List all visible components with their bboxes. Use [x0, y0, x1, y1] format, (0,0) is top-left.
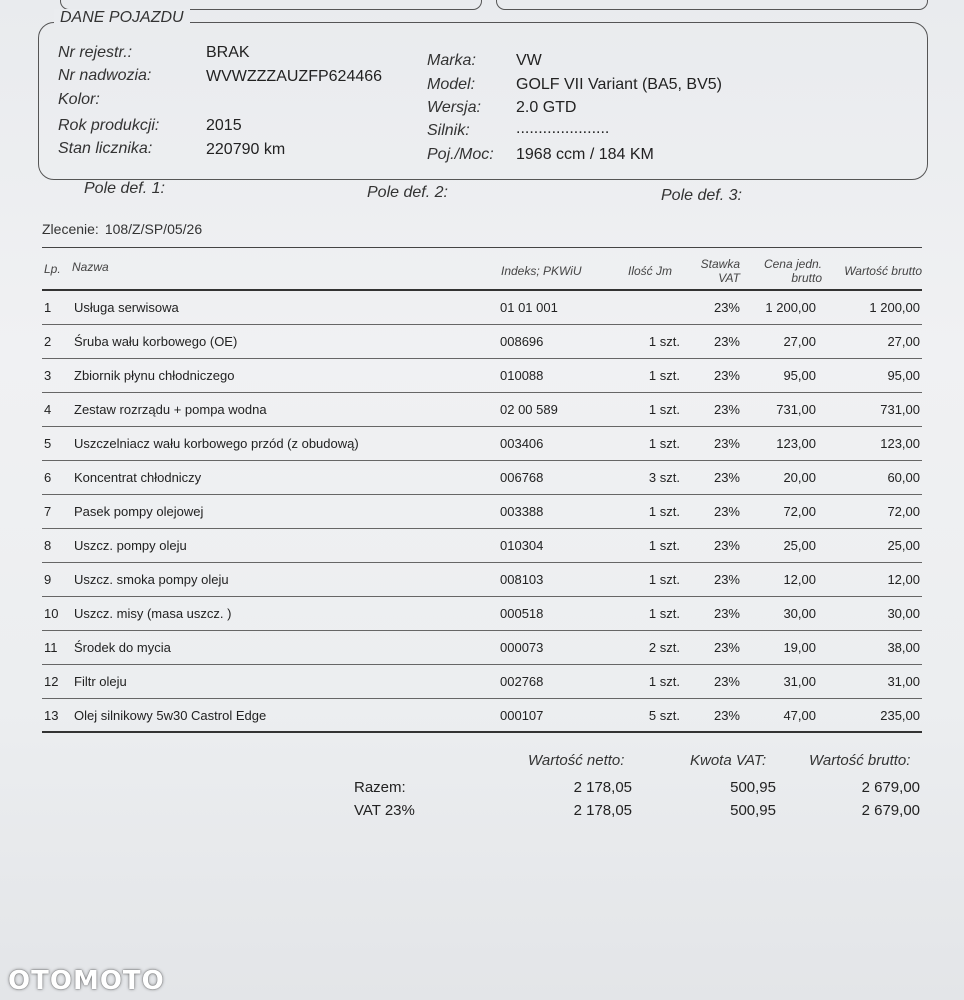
cell-vat: 23% — [713, 504, 740, 519]
cell-total: 731,00 — [880, 402, 920, 417]
engine-value: ..................... — [516, 120, 610, 137]
cell-index: 010088 — [500, 368, 544, 383]
cell-vat: 23% — [713, 640, 740, 655]
table-row — [42, 359, 922, 393]
cell-name: Śruba wału korbowego (OE) — [74, 334, 238, 349]
cell-vat: 23% — [713, 436, 740, 451]
make-label: Marka: — [427, 52, 476, 69]
cell-index: 003406 — [500, 436, 544, 451]
table-row — [42, 291, 922, 325]
cell-price: 19,00 — [783, 640, 816, 655]
engine-label: Silnik: — [427, 122, 470, 139]
otomoto-watermark-logo: OTOMOTO — [8, 966, 165, 996]
cell-index: 000073 — [500, 640, 544, 655]
cell-qty: 1 szt. — [648, 504, 680, 519]
summary-brutto: 2 679,00 — [861, 802, 920, 819]
col-header-total: Wartość brutto — [844, 264, 922, 278]
pole-def-3: Pole def. 3: — [661, 187, 742, 204]
order-value: 108/Z/SP/05/26 — [104, 221, 203, 237]
vin-value: WVWZZZAUZFP624466 — [206, 68, 383, 85]
make-value: VW — [516, 52, 542, 69]
cell-qty: 3 szt. — [648, 470, 680, 485]
table-row — [42, 699, 922, 733]
table-bottom-rule — [42, 731, 922, 733]
order-label: Zlecenie: — [42, 221, 99, 237]
production-year-label: Rok produkcji: — [58, 117, 160, 134]
cell-total: 31,00 — [887, 674, 920, 689]
summary-brutto: 2 679,00 — [861, 779, 920, 796]
cell-qty: 1 szt. — [648, 368, 680, 383]
table-row — [42, 325, 922, 359]
pole-def-2: Pole def. 2: — [367, 184, 448, 201]
summary-header-brutto: Wartość brutto: — [809, 752, 911, 769]
model-value: GOLF VII Variant (BA5, BV5) — [516, 76, 722, 93]
cell-vat: 23% — [713, 572, 740, 587]
cell-price: 20,00 — [783, 470, 816, 485]
table-row — [42, 631, 922, 665]
table-row — [42, 529, 922, 563]
table-row — [42, 427, 922, 461]
cell-total: 95,00 — [887, 368, 920, 383]
table-row — [42, 665, 922, 699]
reg-number-value: BRAK — [206, 44, 250, 61]
cell-vat: 23% — [713, 300, 740, 315]
cell-vat: 23% — [713, 606, 740, 621]
cell-name: Zestaw rozrządu + pompa wodna — [74, 402, 267, 417]
cell-price: 12,00 — [783, 572, 816, 587]
model-label: Model: — [427, 76, 476, 93]
col-header-qty: Ilość Jm — [628, 264, 673, 278]
cell-lp: 5 — [44, 436, 52, 451]
cell-vat: 23% — [713, 368, 740, 383]
cell-vat: 23% — [713, 538, 740, 553]
odometer-value: 220790 km — [206, 141, 286, 158]
cell-lp: 11 — [44, 640, 58, 655]
cell-index: 01 01 001 — [500, 300, 558, 315]
cell-vat: 23% — [713, 470, 740, 485]
cell-vat: 23% — [713, 708, 740, 723]
top-section-border-right — [496, 0, 928, 10]
cell-qty: 1 szt. — [648, 674, 680, 689]
summary-netto: 2 178,05 — [573, 779, 632, 796]
vehicle-section-title: DANE POJAZDU — [54, 9, 190, 27]
col-header-name: Nazwa — [72, 260, 109, 274]
cell-index: 000107 — [500, 708, 544, 723]
summary-row-label: VAT 23% — [354, 802, 415, 819]
cell-qty: 5 szt. — [648, 708, 680, 723]
cell-price: 123,00 — [776, 436, 816, 451]
order-number — [42, 221, 202, 237]
col-header-vat-line1: Stawka — [700, 257, 740, 271]
cell-lp: 3 — [44, 368, 52, 383]
table-row — [42, 495, 922, 529]
cell-index: 008696 — [500, 334, 544, 349]
cell-lp: 6 — [44, 470, 52, 485]
cell-index: 02 00 589 — [500, 402, 558, 417]
summary-row-label: Razem: — [354, 779, 406, 796]
cell-name: Usługa serwisowa — [74, 300, 179, 315]
summary-vat: 500,95 — [730, 802, 776, 819]
cell-index: 000518 — [500, 606, 544, 621]
cell-qty: 1 szt. — [648, 402, 680, 417]
cell-price: 731,00 — [776, 402, 816, 417]
col-header-vat — [694, 257, 740, 285]
cell-price: 47,00 — [783, 708, 816, 723]
cell-index: 008103 — [500, 572, 544, 587]
cell-qty: 1 szt. — [648, 538, 680, 553]
cell-price: 72,00 — [783, 504, 816, 519]
cell-price: 95,00 — [783, 368, 816, 383]
summary-netto: 2 178,05 — [573, 802, 632, 819]
cell-name: Uszcz. pompy oleju — [74, 538, 187, 553]
cell-index: 002768 — [500, 674, 544, 689]
cell-vat: 23% — [713, 334, 740, 349]
reg-number-label: Nr rejestr.: — [58, 44, 133, 61]
cell-price: 31,00 — [783, 674, 816, 689]
cell-name: Koncentrat chłodniczy — [74, 470, 202, 485]
summary-header-vat: Kwota VAT: — [690, 752, 767, 769]
cell-qty: 1 szt. — [648, 572, 680, 587]
cell-name: Uszcz. smoka pompy oleju — [74, 572, 229, 587]
version-label: Wersja: — [427, 99, 481, 116]
vin-label: Nr nadwozia: — [58, 67, 152, 84]
odometer-label: Stan licznika: — [58, 140, 153, 157]
cell-name: Olej silnikowy 5w30 Castrol Edge — [74, 708, 267, 723]
col-header-vat-line2: VAT — [718, 271, 740, 285]
table-row — [42, 461, 922, 495]
table-row — [42, 563, 922, 597]
cell-lp: 7 — [44, 504, 52, 519]
col-header-price-line1: Cena jedn. — [763, 257, 822, 271]
summary-header-netto: Wartość netto: — [528, 752, 625, 769]
capacity-power-label: Poj./Moc: — [427, 146, 494, 163]
version-value: 2.0 GTD — [516, 99, 577, 116]
cell-price: 27,00 — [783, 334, 816, 349]
cell-total: 235,00 — [880, 708, 920, 723]
cell-index: 010304 — [500, 538, 544, 553]
cell-name: Uszcz. misy (masa uszcz. ) — [74, 606, 232, 621]
summary-vat: 500,95 — [730, 779, 776, 796]
cell-name: Pasek pompy olejowej — [74, 504, 204, 519]
cell-qty: 2 szt. — [648, 640, 680, 655]
cell-index: 003388 — [500, 504, 544, 519]
cell-name: Środek do mycia — [74, 640, 171, 655]
col-header-price — [752, 257, 822, 285]
cell-total: 60,00 — [887, 470, 920, 485]
cell-qty: 1 szt. — [648, 436, 680, 451]
cell-price: 25,00 — [783, 538, 816, 553]
cell-price: 30,00 — [783, 606, 816, 621]
cell-total: 25,00 — [887, 538, 920, 553]
cell-qty: 1 szt. — [648, 606, 680, 621]
col-header-price-line2: brutto — [791, 271, 822, 285]
production-year-value: 2015 — [206, 117, 242, 134]
cell-total: 72,00 — [887, 504, 920, 519]
cell-lp: 13 — [44, 708, 59, 723]
pole-def-1: Pole def. 1: — [84, 180, 165, 197]
col-header-lp: Lp. — [44, 262, 61, 276]
cell-lp: 2 — [44, 334, 52, 349]
cell-vat: 23% — [713, 674, 740, 689]
cell-lp: 8 — [44, 538, 52, 553]
table-row — [42, 597, 922, 631]
cell-lp: 12 — [44, 674, 59, 689]
cell-lp: 1 — [44, 300, 52, 315]
table-row — [42, 393, 922, 427]
color-label: Kolor: — [58, 91, 100, 108]
cell-lp: 10 — [44, 606, 59, 621]
cell-lp: 4 — [44, 402, 52, 417]
capacity-power-value: 1968 ccm / 184 KM — [516, 146, 654, 163]
cell-price: 1 200,00 — [765, 300, 816, 315]
cell-name: Uszczelniacz wału korbowego przód (z obudową) — [74, 436, 359, 451]
cell-total: 1 200,00 — [869, 300, 920, 315]
col-header-index: Indeks; PKWiU — [501, 264, 582, 278]
cell-total: 30,00 — [887, 606, 920, 621]
cell-qty: 1 szt. — [648, 334, 680, 349]
table-top-rule — [42, 247, 922, 248]
cell-index: 006768 — [500, 470, 544, 485]
cell-vat: 23% — [713, 402, 740, 417]
cell-total: 12,00 — [887, 572, 920, 587]
cell-name: Filtr oleju — [74, 674, 127, 689]
cell-total: 123,00 — [880, 436, 920, 451]
cell-lp: 9 — [44, 572, 52, 587]
cell-total: 27,00 — [887, 334, 920, 349]
cell-name: Zbiornik płynu chłodniczego — [74, 368, 235, 383]
cell-total: 38,00 — [887, 640, 920, 655]
